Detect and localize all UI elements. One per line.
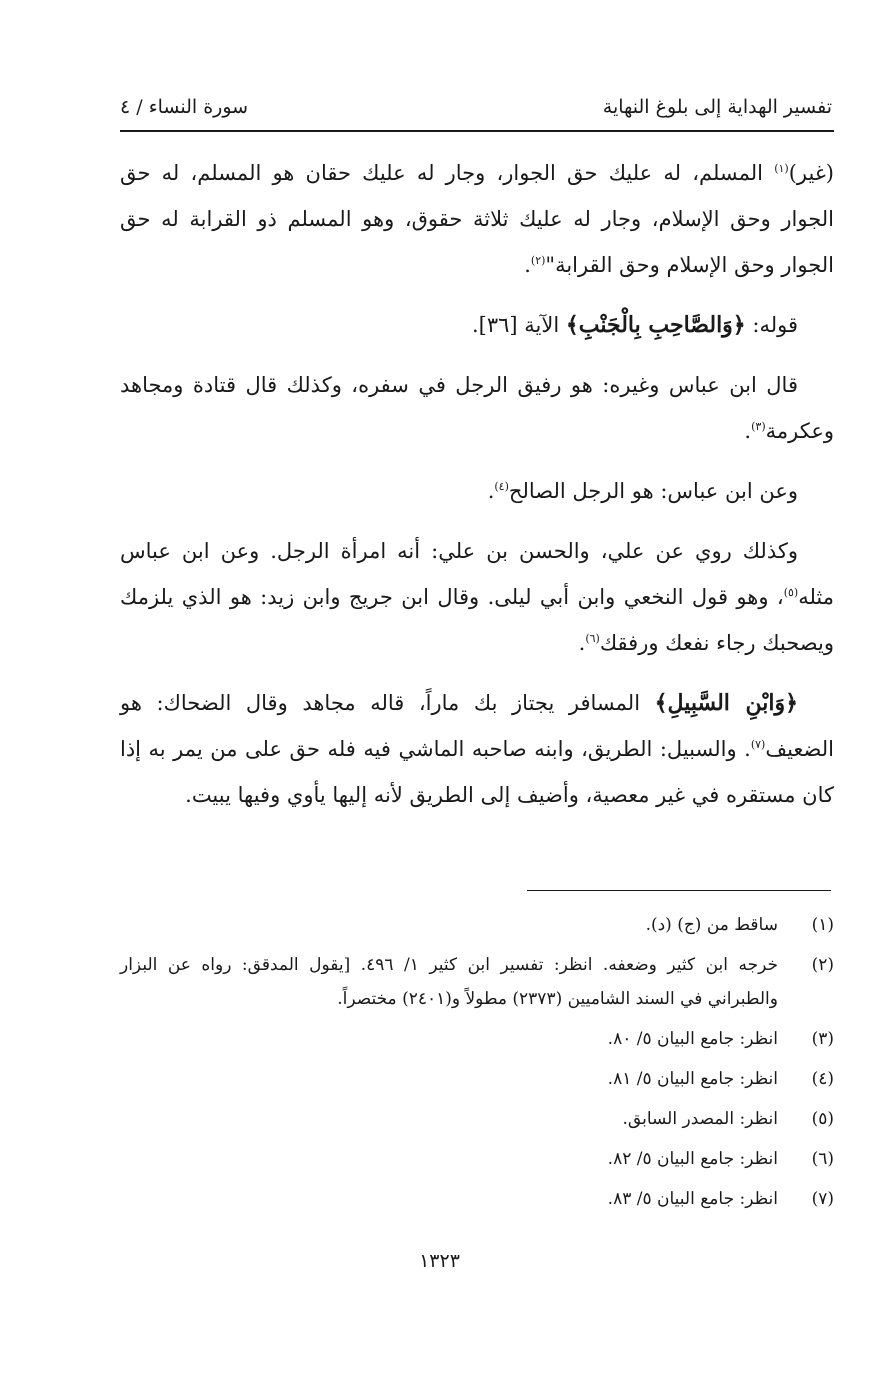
footnote-text: انظر: جامع البيان ٥/ ٨٠. xyxy=(607,1029,778,1049)
paragraph-3 xyxy=(120,362,834,454)
footnote-text: انظر: جامع البيان ٥/ ٨٢. xyxy=(607,1149,778,1169)
footnote-number: (٣) xyxy=(811,1029,834,1049)
footnotes xyxy=(120,908,834,1222)
footnote-item xyxy=(120,1022,834,1056)
footnote-ref-6: (٦) xyxy=(585,632,600,645)
text-span: المسافر يجتاز بك ماراً، قاله مجاهد وقال الضحاك: هو الضعيف xyxy=(120,691,834,761)
main-text xyxy=(120,150,834,832)
paragraph-2 xyxy=(120,302,834,348)
footnote-item xyxy=(120,1142,834,1176)
footnote-item xyxy=(120,1062,834,1096)
footnote-ref-7: (٧) xyxy=(750,738,766,751)
text-span: . xyxy=(578,631,586,655)
text-span: المسلم، له عليك حق الجوار، وجار له عليك حقان هو المسلم، له حق الجوار وحق الإسلام، وجار له عليك ثلاثة حقوق، وهو المسلم ذو القرابة له حق الجوار وحق الإسلام وحق القرابة" xyxy=(120,161,834,277)
footnote-number: (١) xyxy=(811,915,834,935)
footnote-number: (٥) xyxy=(811,1109,834,1129)
text-span: قال ابن عباس وغيره: هو رفيق الرجل في سفره، وكذلك قال قتادة ومجاهد وعكرمة xyxy=(120,373,834,443)
paragraph-6 xyxy=(120,680,834,818)
paragraph-4 xyxy=(120,468,834,514)
footnote-ref-4: (٤) xyxy=(494,480,509,493)
book-title: تفسير الهداية إلى بلوغ النهاية xyxy=(602,96,832,118)
page-number: ١٣٢٣ xyxy=(419,1250,460,1272)
footnote-text: انظر: المصدر السابق. xyxy=(622,1109,778,1129)
footnote-ref-5: (٥) xyxy=(783,586,799,599)
footnote-text: ساقط من (ج) (د). xyxy=(645,915,778,935)
text-span: . xyxy=(487,479,495,503)
quran-verse: ﴿وَابْنِ السَّبِيلِ﴾ xyxy=(654,690,798,716)
text-span: . xyxy=(744,419,752,443)
footnote-ref-2: (٢) xyxy=(530,254,546,267)
footnote-number: (٧) xyxy=(811,1189,834,1209)
paragraph-1 xyxy=(120,150,834,288)
text-span: ، وهو قول النخعي وابن أبي ليلى. وقال ابن جريج وابن زيد: هو الذي يلزمك ويصحبك رجاء نفعك ورفقك xyxy=(120,585,834,655)
footnote-item xyxy=(120,1102,834,1136)
footnote-item xyxy=(120,908,834,942)
text-span: الآية [٣٦]. xyxy=(471,313,566,337)
footnote-number: (٢) xyxy=(811,955,834,975)
footnote-item xyxy=(120,948,834,1016)
footnote-text: انظر: جامع البيان ٥/ ٨١. xyxy=(607,1069,778,1089)
footnote-text: خرجه ابن كثير وضعفه. انظر: تفسير ابن كثير ١/ ٤٩٦. [يقول المدقق: رواه عن البزار والطبراني في السند الشاميين (٢٣٧٣) مطولاً و(٢٤٠١) مختصراً. xyxy=(120,955,778,1009)
footnote-ref-3: (٣) xyxy=(751,420,766,433)
footnote-divider xyxy=(527,890,831,891)
text-span: . والسبيل: الطريق، وابنه صاحبه الماشي فيه فله حق على من يمر به إذا كان مستقره في غير معصية، وأضيف إلى الطريق لأنه إليها يأوي وفيها يبيت. xyxy=(120,737,834,807)
running-header xyxy=(120,88,832,128)
text-span: (غير) xyxy=(788,161,834,185)
footnote-text: انظر: جامع البيان ٥/ ٨٣. xyxy=(607,1189,778,1209)
quran-verse: ﴿وَالصَّاحِبِ بِالْجَنْبِ﴾ xyxy=(565,312,746,338)
text-span: وكذلك روي عن علي، والحسن بن علي: أنه امرأة الرجل. وعن ابن عباس مثله xyxy=(120,539,834,609)
text-span: قوله: xyxy=(745,313,798,337)
footnote-number: (٦) xyxy=(811,1149,834,1169)
footnote-number: (٤) xyxy=(811,1069,834,1089)
surah-label: سورة النساء / ٤ xyxy=(120,96,249,118)
footnote-ref-1: (١) xyxy=(774,162,789,175)
text-span: . xyxy=(524,253,531,277)
header-rule xyxy=(120,130,834,132)
text-span: وعن ابن عباس: هو الرجل الصالح xyxy=(508,479,798,503)
paragraph-5 xyxy=(120,528,834,666)
footnote-item xyxy=(120,1182,834,1216)
